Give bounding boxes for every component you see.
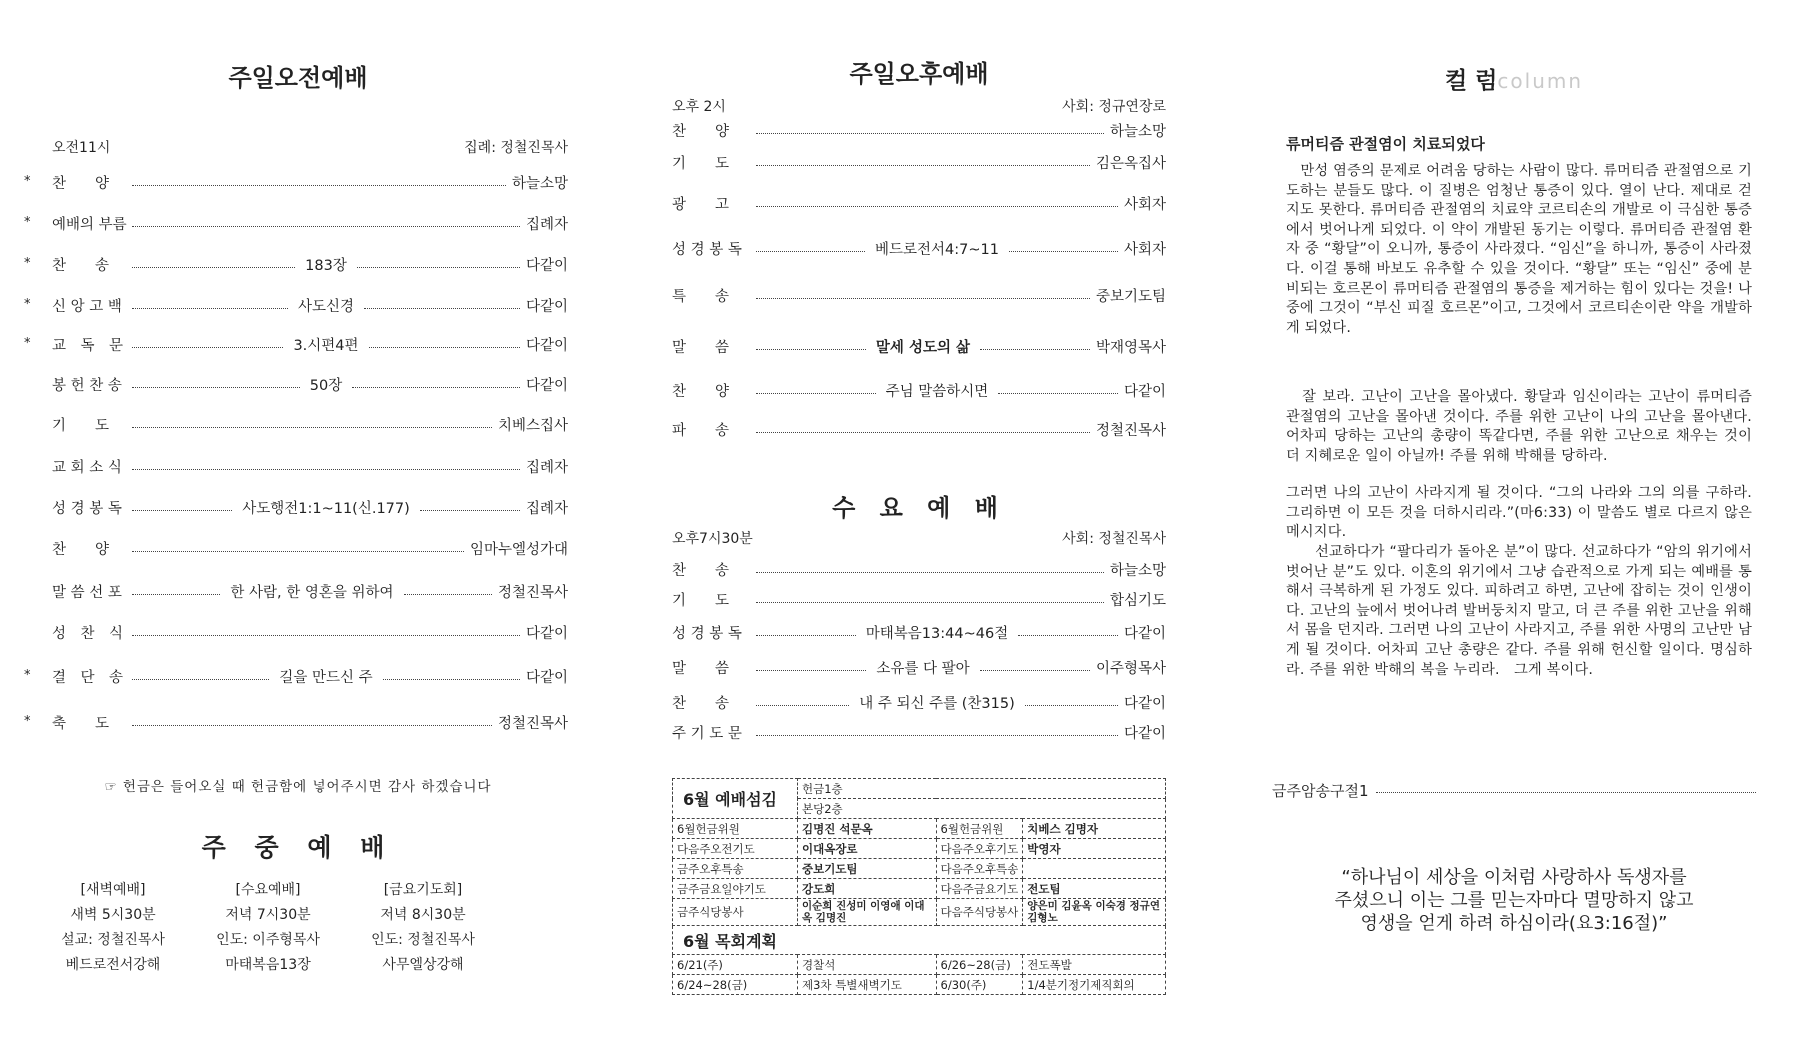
order-person: 다같이 — [525, 257, 568, 274]
leader-dots — [132, 469, 520, 470]
order-label: 성 경 봉 독 — [672, 625, 742, 642]
order-person: 정철진목사 — [497, 715, 568, 732]
order-row — [24, 172, 568, 192]
weekday-time: 새벽 5시30분 — [70, 907, 156, 923]
leader-dots — [132, 308, 288, 309]
order-label: 찬 양 — [672, 123, 730, 140]
order-label: 기 도 — [672, 155, 730, 172]
order-content: 한 사람, 한 영혼을 위하여 — [230, 584, 394, 601]
table-cell: 6/24~28(금) — [673, 975, 798, 995]
table-cell: 1/4분기정기제직회의 — [1023, 975, 1166, 995]
leader-dots — [132, 679, 269, 680]
order-content: 길을 만드신 주 — [279, 669, 373, 686]
memory-verse-header — [1272, 780, 1756, 801]
order-person: 정철진목사 — [1095, 422, 1166, 439]
essay-paragraph-4: 선교하다가 “팔다리가 돌아온 분”이 많다. 선교하다가 “암의 위기에서 벗어난 분”도 있다. 이혼의 위기에서 그냥 습관적으로 가게 되는 예배를 통해서 극복하게 된 가정도 있다. 피하려고 하면, 고난에 잡히는 것이 인생이다. 고난의 늪에서 벗어나려 발버둥치지 말고, 더 큰 주를 위한 고난을 위해서 몸을 던지라. 그러면 나의 고난이 사라지고, 주를 위한 사명의 고난만 남게 될 것이다. 어차피 고난 총량은 같다. 주를 위해 헌신할 일이다. 명심하라. 주를 위한 박해의 복을 누리라. 그게 복이다. — [1286, 544, 1752, 678]
order-content: 주님 말씀하시면 — [885, 383, 989, 400]
weekday-name: [새벽예배] — [80, 882, 146, 898]
weekday-text: 베드로전서강해 — [65, 957, 161, 973]
table-cell: 전도팀 — [1023, 879, 1166, 899]
table-cell: 양은미 김윤옥 이숙경 정규연 김형노 — [1023, 899, 1166, 926]
table-row — [673, 899, 1166, 926]
weekday-person: 인도: 이주형목사 — [216, 932, 320, 948]
order-row — [672, 692, 1166, 712]
table-cell: 금주오후특송 — [673, 859, 798, 879]
leader-dots — [383, 679, 520, 680]
table-cell: 6/26~28(금) — [936, 955, 1023, 975]
order-person: 집례자 — [525, 459, 568, 476]
order-row — [672, 559, 1166, 579]
order-person: 집례자 — [525, 216, 568, 233]
leader-dots — [132, 267, 295, 268]
order-person: 다같이 — [525, 669, 569, 686]
order-person: 합심기도 — [1109, 592, 1166, 609]
schedule-table — [672, 778, 1166, 995]
table-cell: 다음주식당봉사 — [936, 899, 1023, 926]
order-label: 말 씀 선 포 — [52, 584, 122, 601]
standing-marker: * — [24, 256, 31, 271]
leader-dots — [1018, 635, 1118, 636]
leader-dots — [1009, 251, 1118, 252]
afternoon-leader: 사회: 정규연장로 — [1062, 99, 1166, 115]
order-person: 사회자 — [1123, 196, 1166, 213]
weekday-name: [금요기도회] — [383, 882, 463, 898]
order-row — [24, 666, 569, 686]
morning-leader: 집례: 정철진목사 — [464, 140, 568, 156]
order-row — [24, 334, 568, 354]
leader-dots — [132, 387, 300, 388]
table-cell: 금주금요일야기도 — [673, 879, 798, 899]
table-cell: 강도희 — [798, 879, 937, 899]
order-row — [24, 295, 568, 315]
weekday-person: 설교: 정철진목사 — [61, 932, 165, 948]
order-label: 찬 송 — [672, 562, 730, 579]
essay-paragraph-2: 잘 보라. 고난이 고난을 몰아냈다. 황달과 임신이라는 고난이 류머티즘 관절염의 고난을 몰아낸 것이다. 주를 위한 고난이 나의 고난을 몰아낸다. 어차피 당하는 고난의 총량이 똑같다면, 주를 위한 고난으로 채우는 것이 더 지혜로운 일이 아닐까! 주를 위해 박해를 당하라. — [1286, 389, 1752, 464]
order-person: 다같이 — [1123, 625, 1167, 642]
table-cell: 이대옥장로 — [798, 839, 937, 859]
order-row — [672, 152, 1166, 172]
order-row — [672, 120, 1166, 140]
table-cell: 다음주오전기도 — [673, 839, 798, 859]
standing-marker: * — [24, 174, 31, 189]
order-label: 기 도 — [672, 592, 730, 609]
leader-dots — [132, 551, 464, 552]
order-content: 소유를 다 팔아 — [876, 660, 970, 677]
table-row — [673, 975, 1166, 995]
order-label: 교 회 소 식 — [52, 459, 122, 476]
leader-dots — [756, 251, 865, 252]
table-cell: 중보기도팀 — [798, 859, 937, 879]
column-title — [1272, 62, 1756, 95]
leader-dots — [980, 349, 1090, 350]
order-person: 다같이 — [525, 337, 568, 354]
order-label: 찬 송 — [52, 257, 110, 274]
wednesday-leader: 사회: 정철진목사 — [1062, 531, 1166, 547]
order-label: 주 기 도 문 — [672, 725, 742, 742]
order-row — [672, 238, 1166, 258]
table-row — [673, 839, 1166, 859]
order-row — [28, 581, 568, 601]
leader-dots — [756, 635, 856, 636]
standing-marker: * — [24, 714, 31, 729]
table-row — [673, 955, 1166, 975]
leader-dots — [756, 432, 1090, 433]
leader-dots — [132, 510, 232, 511]
leader-dots — [132, 185, 506, 186]
order-label: 찬 양 — [52, 175, 110, 192]
order-content: 내 주 되신 주를 (찬315) — [859, 695, 1015, 712]
order-person: 다같이 — [1123, 725, 1166, 742]
order-person: 김은옥집사 — [1095, 155, 1166, 172]
leader-dots — [352, 387, 520, 388]
order-content: 50장 — [309, 377, 343, 394]
order-row — [24, 712, 568, 732]
leader-dots — [420, 510, 520, 511]
leader-dots — [756, 735, 1118, 736]
order-row — [672, 380, 1166, 400]
weekday-text: 사무엘상강해 — [382, 957, 464, 973]
standing-marker: * — [24, 668, 31, 683]
order-content: 183장 — [305, 257, 347, 274]
table-cell: 다음주금요기도 — [936, 879, 1023, 899]
table-cell: 6/30(주) — [936, 975, 1023, 995]
order-person: 하늘소망 — [1109, 562, 1166, 579]
standing-marker: * — [24, 297, 31, 312]
order-person: 사회자 — [1123, 241, 1167, 258]
order-person: 다같이 — [1123, 383, 1167, 400]
order-label: 성 경 봉 독 — [672, 241, 742, 258]
memory-verse: “하나님이 세상을 이처럼 사랑하사 독생자를 주셨으니 이는 그를 믿는자마다 멸망하지 않고 영생을 얻게 하려 하심이라(요3:16절)” — [1334, 867, 1694, 934]
table-cell: 김명진 석문옥 — [798, 819, 937, 839]
table-cell: 6월헌금위원 — [673, 819, 798, 839]
leader-dots — [756, 349, 866, 350]
order-row — [28, 456, 568, 476]
column-title-ko: 컬 럼 — [1444, 68, 1498, 94]
table-row — [673, 859, 1166, 879]
table-cell: 제3차 특별새벽기도 — [798, 975, 937, 995]
leader-dots — [980, 670, 1090, 671]
order-row — [28, 414, 568, 434]
divider — [1376, 792, 1756, 793]
leader-dots — [756, 393, 876, 394]
standing-marker: * — [24, 215, 31, 230]
wednesday-service-title: 수 요 예 배 — [832, 494, 1006, 522]
order-label: 예배의 부름 — [52, 216, 127, 233]
weekday-service-title: 주 중 예 배 — [201, 833, 395, 862]
table-cell: 6월헌금위원 — [936, 819, 1023, 839]
leader-dots — [132, 725, 492, 726]
order-row — [28, 374, 568, 394]
essay-title: 류머티즘 관절염이 치료되었다 — [1286, 135, 1485, 153]
wednesday-time: 오후7시30분 — [672, 531, 753, 547]
order-person: 중보기도팀 — [1095, 288, 1166, 305]
leader-dots — [132, 635, 520, 636]
leader-dots — [404, 594, 492, 595]
order-person: 다같이 — [525, 377, 568, 394]
weekday-group — [38, 878, 188, 978]
order-content: 사도신경 — [297, 298, 354, 315]
leader-dots — [132, 427, 492, 428]
order-label: 기 도 — [52, 417, 110, 434]
weekday-time: 저녁 7시30분 — [225, 907, 311, 923]
column-title-en: column — [1497, 69, 1584, 93]
essay-paragraph-3: 그러면 나의 고난이 사라지게 될 것이다. “그의 나라와 그의 의를 구하라. 그리하면 이 모든 것을 더하시리라.”(마6:33) 이 말씀도 별로 다르지 않은 메시지다. — [1286, 485, 1752, 541]
plan-title: 6월 목회계획 — [673, 926, 1166, 955]
order-label: 찬 양 — [52, 541, 110, 558]
order-label: 파 송 — [672, 422, 730, 439]
memory-verse-title: 금주암송구절1 — [1272, 782, 1369, 800]
essay-paragraph-1: 만성 염증의 문제로 어려움 당하는 사람이 많다. 류머티즘 관절염으로 기도하는 분들도 많다. 이 질병은 엄청난 통증이 있다. 열이 난다. 제대로 걷지도 못한다. 류머티즘 관절염의 치료약 코르티손의 개발로 이 극심한 통증에서 벗어나게 되었다. 이 약이 개발된 동기는 이렇다. 류머티즘 관절염 환자 중 “황달”이 오니까, 통증이 사라졌다. “임신”을 하니까, 통증이 사라졌다. 이걸 통해 바보도 유추할 수 있을 것이다. “황달” 또는 “임신” 중에 분비되는 호르몬이 류머티즘 관절염의 통증을 제거하는 힘이 있다는 것을! 나중에 그것이 “부신 피질 호르몬”이고, 그것에서 코르티손이란 약을 개발하게 되었다. — [1286, 163, 1752, 336]
order-row — [28, 497, 568, 517]
table-cell: 이순희 진성미 이영애 이대옥 김명진 — [798, 899, 937, 926]
order-row — [24, 213, 568, 233]
weekday-text: 마태복음13장 — [225, 957, 311, 973]
table-cell — [1023, 859, 1166, 879]
order-person: 하늘소망 — [511, 175, 568, 192]
order-label: 찬 송 — [672, 695, 730, 712]
order-row — [672, 722, 1166, 742]
order-person: 다같이 — [525, 298, 568, 315]
table-cell: 다음주오후기도 — [936, 839, 1023, 859]
leader-dots — [357, 267, 520, 268]
weekday-group — [193, 878, 343, 978]
leader-dots — [756, 133, 1104, 134]
order-label: 성 경 봉 독 — [52, 500, 122, 517]
weekday-group — [348, 878, 498, 978]
leader-dots — [132, 226, 520, 227]
leader-dots — [369, 347, 520, 348]
order-label: 성 찬 식 — [52, 625, 124, 642]
order-person: 다같이 — [525, 625, 568, 642]
order-row — [672, 193, 1166, 213]
order-row — [672, 657, 1166, 677]
order-person: 하늘소망 — [1109, 123, 1166, 140]
morning-service-title: 주일오전예배 — [228, 64, 368, 92]
order-label: 광 고 — [672, 196, 730, 213]
leader-dots — [756, 602, 1104, 603]
leader-dots — [132, 347, 283, 348]
order-label: 축 도 — [52, 715, 110, 732]
order-label: 찬 양 — [672, 383, 730, 400]
leader-dots — [756, 670, 866, 671]
leader-dots — [132, 594, 220, 595]
order-row — [672, 336, 1166, 356]
table-cell: 6/21(주) — [673, 955, 798, 975]
leader-dots — [1025, 705, 1118, 706]
order-label: 신 앙 고 백 — [52, 298, 122, 315]
order-label: 봉 헌 찬 송 — [52, 377, 122, 394]
order-person: 집례자 — [525, 500, 569, 517]
order-person: 임마누엘성가대 — [469, 541, 568, 558]
standing-marker: * — [24, 336, 31, 351]
order-row — [672, 589, 1166, 609]
order-row — [672, 622, 1166, 642]
table-row — [673, 879, 1166, 899]
schedule-cell: 헌금1층 — [798, 779, 1166, 799]
order-person: 다같이 — [1123, 695, 1167, 712]
order-row — [672, 419, 1166, 439]
table-cell: 경찰석 — [798, 955, 937, 975]
leader-dots — [998, 393, 1118, 394]
afternoon-service-title: 주일오후예배 — [849, 60, 989, 88]
leader-dots — [756, 572, 1104, 573]
table-cell: 다음주오후특송 — [936, 859, 1023, 879]
order-content: 사도행전1:1~11(신.177) — [242, 500, 410, 517]
leader-dots — [756, 165, 1090, 166]
morning-time: 오전11시 — [52, 140, 111, 156]
weekday-name: [수요예배] — [235, 882, 301, 898]
order-row — [28, 622, 568, 642]
order-person: 박재영목사 — [1095, 339, 1166, 356]
table-row — [673, 819, 1166, 839]
order-person: 정철진목사 — [497, 584, 569, 601]
order-label: 교 독 문 — [52, 337, 124, 354]
table-cell: 박영자 — [1023, 839, 1166, 859]
order-person: 이주형목사 — [1095, 660, 1166, 677]
order-row — [28, 538, 568, 558]
order-label: 결 단 송 — [52, 669, 124, 686]
order-label: 말 씀 — [672, 339, 730, 356]
weekday-person: 인도: 정철진목사 — [371, 932, 475, 948]
order-content: 3.시편4편 — [293, 337, 359, 354]
table-cell: 치베스 김명자 — [1023, 819, 1166, 839]
order-row — [24, 254, 568, 274]
leader-dots — [756, 705, 849, 706]
order-content: 베드로전서4:7~11 — [875, 241, 999, 258]
order-person: 치베스집사 — [497, 417, 568, 434]
offering-note: ☞ 헌금은 들어오실 때 헌금함에 넣어주시면 감사 하겠습니다 — [104, 779, 492, 795]
service-schedule-title: 6월 예배섬김 — [673, 779, 798, 819]
order-row — [672, 285, 1166, 305]
leader-dots — [364, 308, 520, 309]
order-content: 말세 성도의 삶 — [875, 339, 971, 356]
order-label: 특 송 — [672, 288, 730, 305]
leader-dots — [756, 298, 1090, 299]
afternoon-time: 오후 2시 — [672, 99, 726, 115]
table-cell: 전도폭발 — [1023, 955, 1166, 975]
leader-dots — [756, 206, 1118, 207]
table-cell: 금주식당봉사 — [673, 899, 798, 926]
order-label: 말 씀 — [672, 660, 730, 677]
weekday-time: 저녁 8시30분 — [380, 907, 466, 923]
schedule-cell: 본당2층 — [798, 799, 1166, 819]
order-content: 마태복음13:44~46절 — [865, 625, 1009, 642]
